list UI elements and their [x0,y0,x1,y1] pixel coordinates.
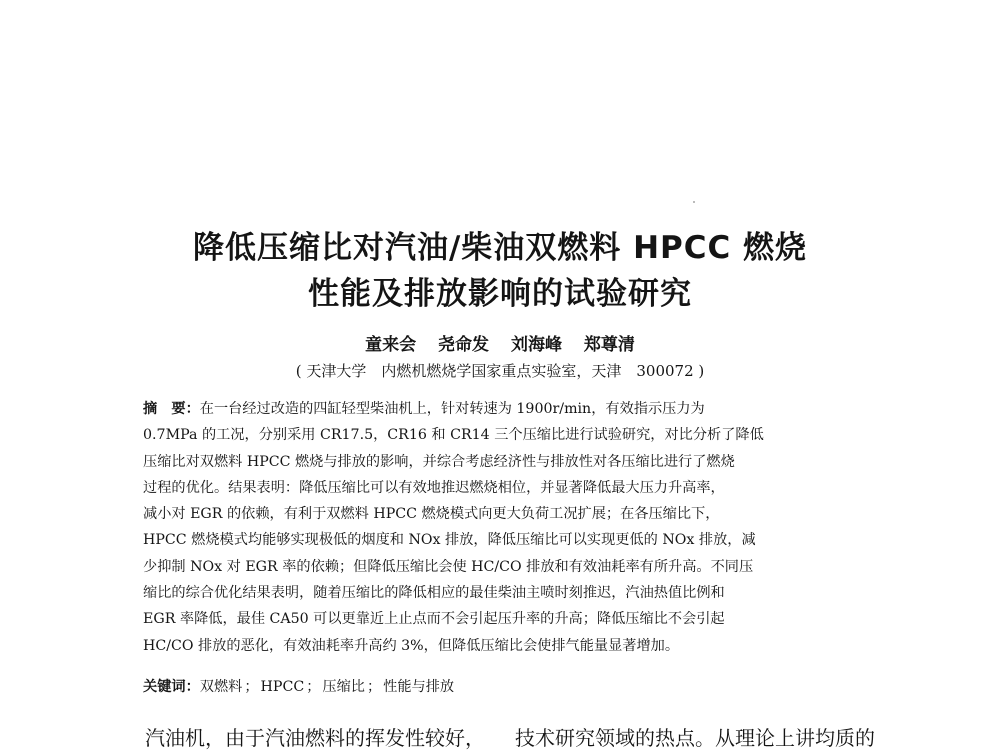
abstract-line: EGR 率降低，最佳 CA50 可以更靠近上止点而不会引起压升率的升高；降低压缩比不会引起 [143,611,725,628]
keyword-separator: ； [306,679,321,695]
body-text-cutoff: 汽油机，由于汽油燃料的挥发性较好， 技术研究领域的热点。从理论上讲均质的 [145,726,875,750]
abstract [143,396,855,659]
keywords [143,674,855,700]
author-name: 郑尊清 [583,335,635,355]
scan-speck [693,201,695,203]
keyword-separator: ； [244,679,259,695]
keyword: 压缩比 [322,679,365,695]
abstract-line: 0.7MPa 的工况，分别采用 CR17.5，CR16 和 CR14 三个压缩比进行试验研究，对比分析了降低 [143,427,764,444]
author-name: 童来会 [365,335,417,355]
abstract-line: HPCC 燃烧模式均能够实现极低的烟度和 NOx 排放，降低压缩比可以实现更低的 NOx 排放，减 [143,532,756,549]
author-name: 刘海峰 [510,335,562,355]
paper-title-line-2: 性能及排放影响的试验研究 [308,276,692,312]
author-name: 尧命发 [438,335,490,355]
keyword-separator: ； [366,679,382,695]
paper-title-line-1: 降低压缩比对汽油/柴油双燃料 HPCC 燃烧 [192,230,808,266]
abstract-line: 过程的优化。结果表明：降低压缩比可以有效地推迟燃烧相位，并显著降低最大压力升高率， [143,479,725,496]
abstract-label: 摘 要： [143,401,200,417]
abstract-line [143,396,855,422]
author-list [0,330,1000,355]
keyword: HPCC [260,679,305,695]
affiliation: ( 天津大学 内燃机燃烧学国家重点实验室，天津 300072 ) [295,362,705,380]
abstract-text: 在一台经过改造的四缸轻型柴油机上，针对转速为 1900r/min，有效指示压力为 [199,401,705,417]
abstract-line: 压缩比对双燃料 HPCC 燃烧与排放的影响，并综合考虑经济性与排放性对各压缩比进行了燃烧 [143,453,735,470]
keywords-label: 关键词： [143,679,200,695]
keyword: 双燃料 [199,679,243,695]
abstract-line: 缩比的综合优化结果表明，随着压缩比的降低相应的最佳柴油主喷时刻推迟，汽油热值比例和 [143,585,725,602]
abstract-line: HC/CO 排放的恶化，有效油耗率升高约 3%，但降低压缩比会使排气能量显著增加。 [143,637,680,654]
abstract-line: 减小对 EGR 的依赖，有利于双燃料 HPCC 燃烧模式向更大负荷工况扩展；在各压缩比下， [143,506,720,523]
abstract-line: 少抑制 NOx 对 EGR 率的依赖；但降低压缩比会使 HC/CO 排放和有效油耗率有所升高。不同压 [143,558,754,575]
keyword: 性能与排放 [383,679,455,695]
